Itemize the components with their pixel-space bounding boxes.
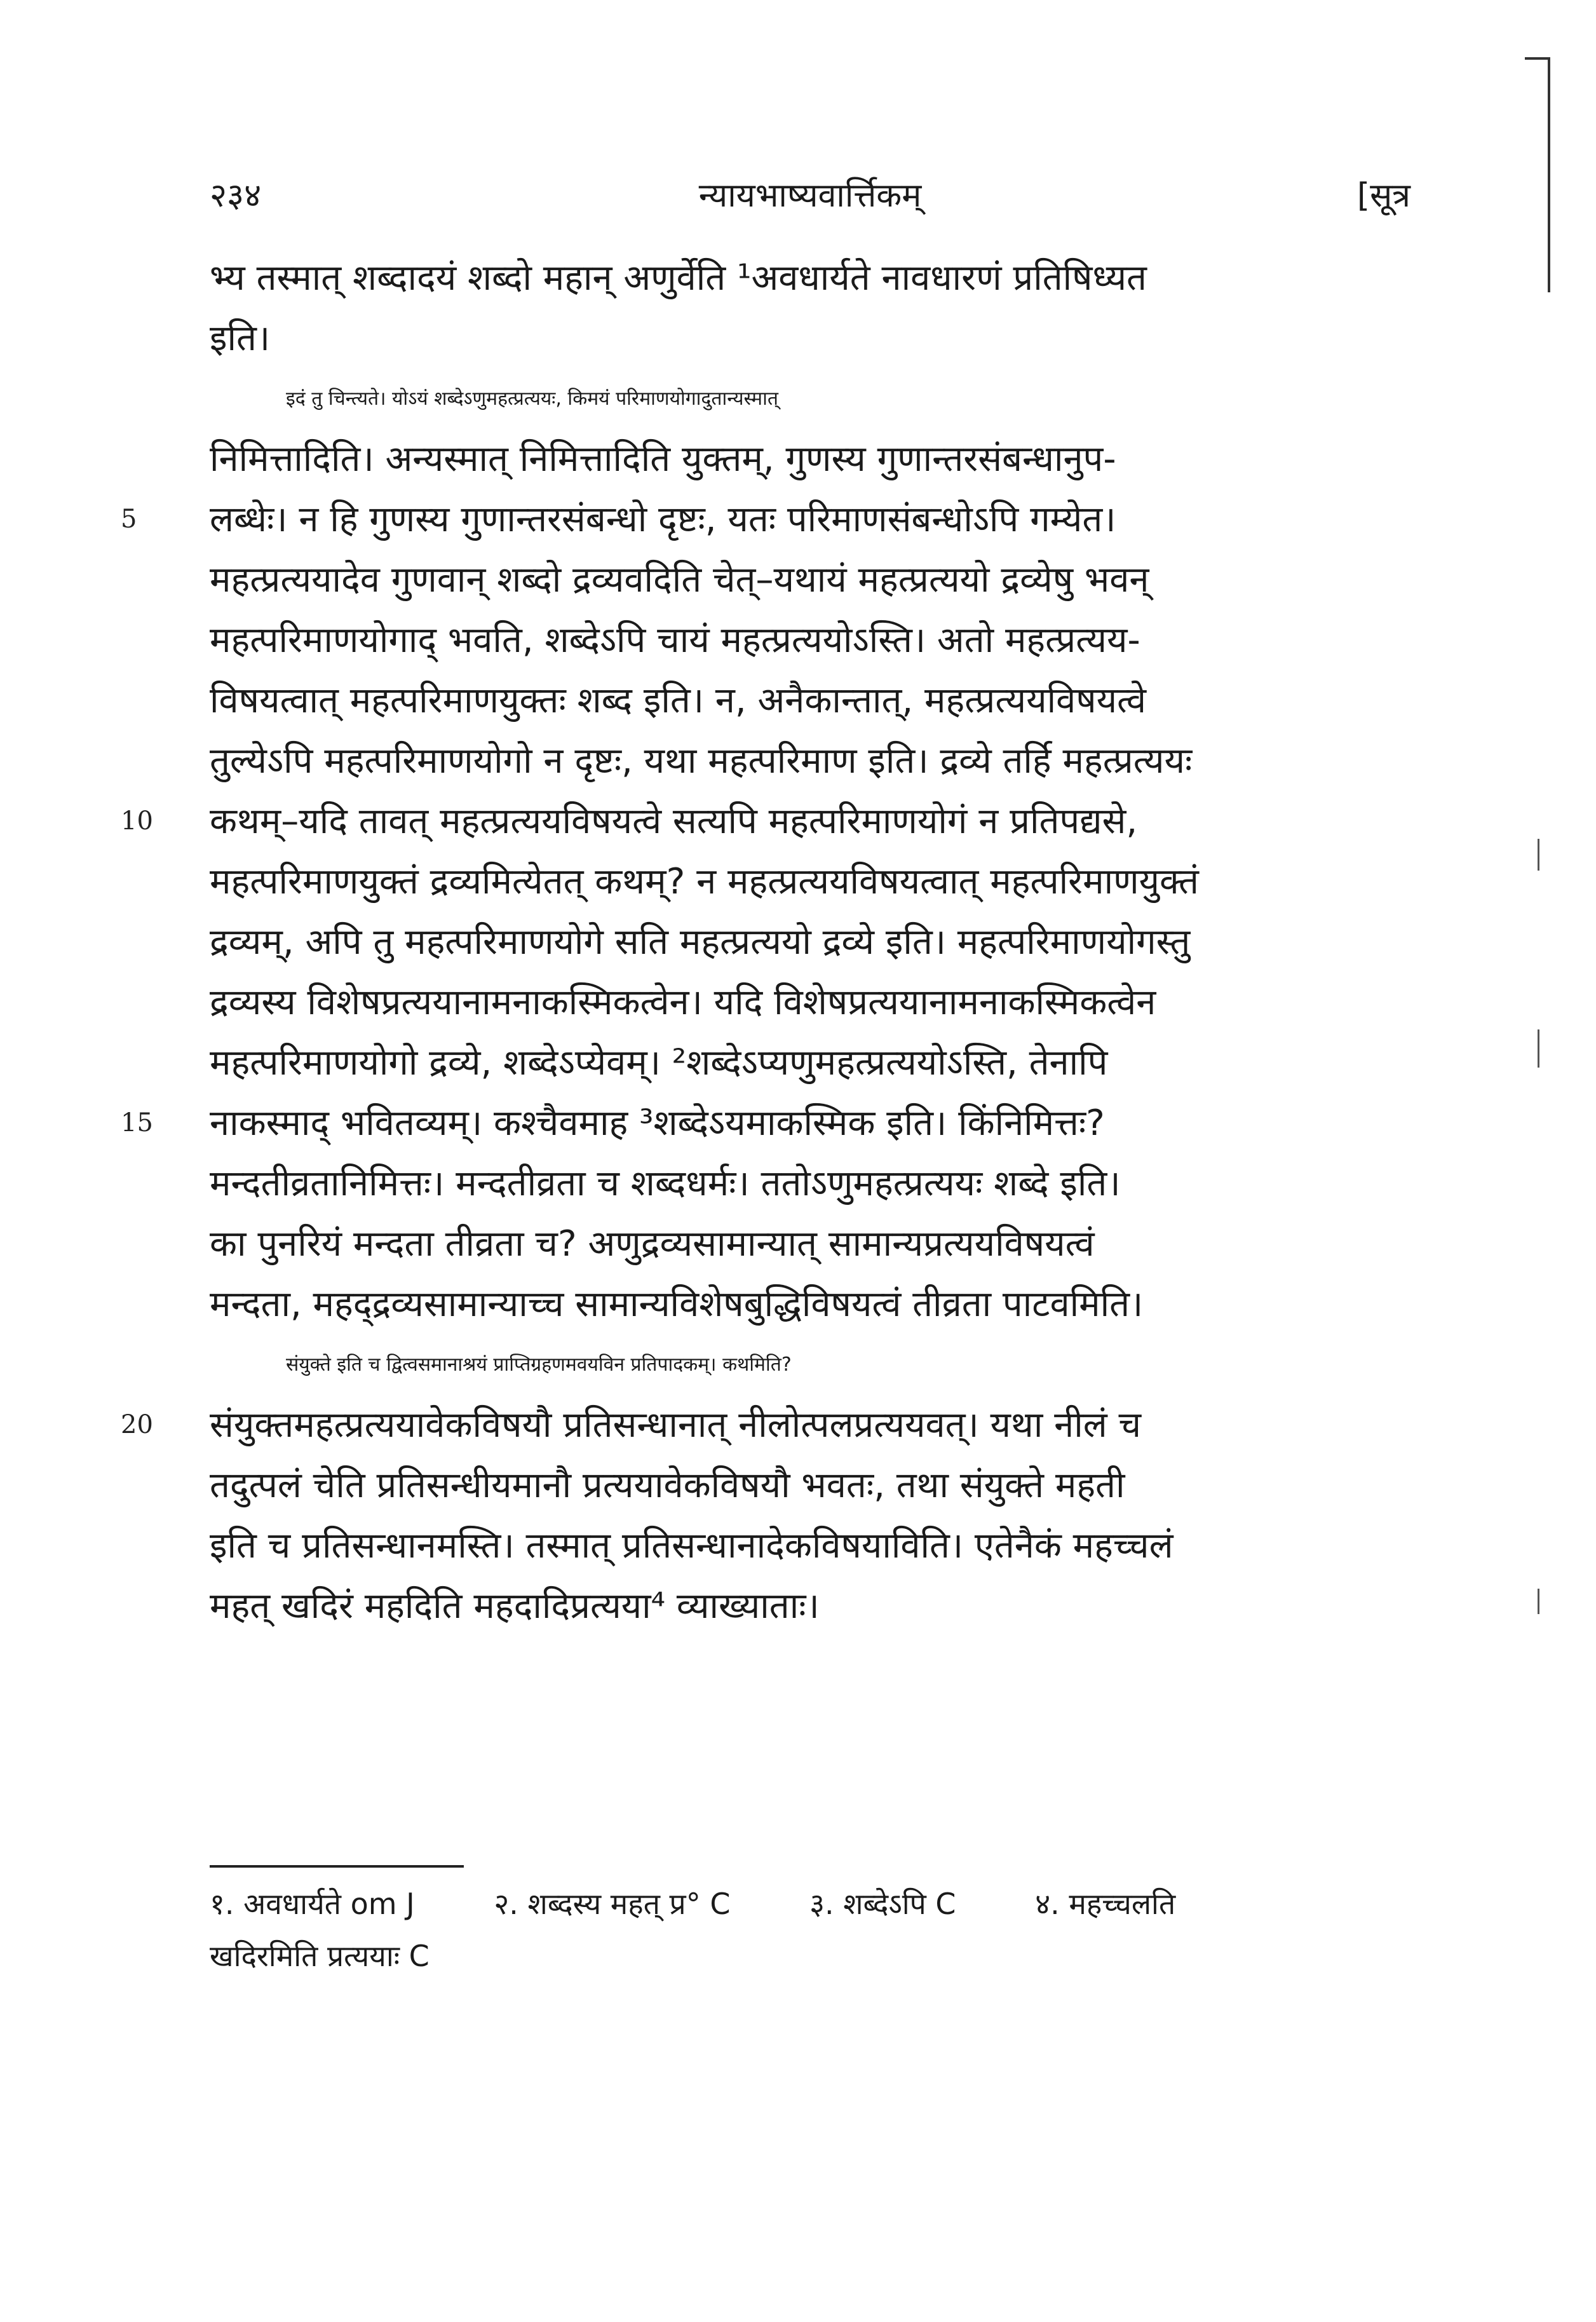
line-text: द्रव्यम्, अपि तु महत्परिमाणयोगे सति महत्प्रत्ययो द्रव्ये इति। महत्परिमाणयोगस्तु [210, 921, 1191, 963]
text-line [210, 1576, 1410, 1636]
line-text: तुल्येऽपि महत्परिमाणयोगो न दृष्टः, यथा महत्परिमाण इति। द्रव्ये तर्हि महत्प्रत्ययः [210, 740, 1193, 782]
line-number: 10 [121, 806, 153, 836]
text-line [210, 852, 1410, 912]
line-text: इदं तु चिन्त्यते। योऽयं शब्देऽणुमहत्प्रत्ययः, किमयं परिमाणयोगादुतान्यस्मात् [286, 388, 778, 410]
line-text: संयुक्तमहत्प्रत्ययावेकविषयौ प्रतिसन्धानात् नीलोत्पलप्रत्ययवत्। यथा नीलं च [210, 1404, 1142, 1446]
text-line [210, 369, 1410, 429]
line-text: इति च प्रतिसन्धानमस्ति। तस्मात् प्रतिसन्धानादेकविषयाविति। एतेनैकं महच्चलं [210, 1525, 1173, 1566]
page-number: २३४ [210, 177, 262, 215]
margin-bracket [1548, 57, 1550, 292]
line-text: भ्य तस्मात् शब्दादयं शब्दो महान् अणुर्वेति ¹अवधार्यते नावधारणं प्रतिषिध्यत [210, 257, 1147, 299]
text-line [121, 791, 1410, 852]
line-text: निमित्तादिति। अन्यस्मात् निमित्तादिति युक्तम्, गुणस्य गुणान्तरसंबन्धानुप- [210, 438, 1116, 480]
line-text: महत्प्रत्ययादेव गुणवान् शब्दो द्रव्यवदिति चेत्–यथायं महत्प्रत्ययो द्रव्येषु भवन् [210, 559, 1149, 601]
text-line [210, 670, 1410, 731]
footnote-4-continued: खदिरमिति प्रत्ययाः C [210, 1939, 429, 1973]
line-text: तदुत्पलं चेति प्रतिसन्धीयमानौ प्रत्ययावेकविषयौ भवतः, तथा संयुक्ते महती [210, 1465, 1125, 1506]
text-line [210, 610, 1410, 670]
text-line [210, 1033, 1410, 1093]
footnote-2: २. शब्दस्य महत् प्र° C [494, 1887, 731, 1921]
line-text: का पुनरियं मन्दता तीव्रता च? अणुद्रव्यसामान्यात् सामान्यप्रत्ययविषयत्वं [210, 1223, 1095, 1265]
footnotes [210, 1878, 1410, 1982]
footnote-4: ४. महच्चलति [1035, 1887, 1176, 1921]
text-line [210, 308, 1410, 369]
text-line [210, 550, 1410, 610]
margin-bracket-top [1525, 57, 1549, 60]
line-text: कथम्–यदि तावत् महत्प्रत्ययविषयत्वे सत्यपि महत्परिमाणयोगं न प्रतिपद्यसे, [210, 801, 1138, 842]
text-line [210, 1334, 1410, 1395]
line-number: 5 [121, 505, 137, 534]
text-line [210, 1214, 1410, 1274]
line-text: मन्दतीव्रतानिमित्तः। मन्दतीव्रता च शब्दधर्मः। ततोऽणुमहत्प्रत्ययः शब्दे इति। [210, 1163, 1121, 1204]
line-text: संयुक्ते इति च द्वित्वसमानाश्रयं प्राप्तिग्रहणमवयविन प्रतिपादकम्। कथमिति? [286, 1354, 792, 1376]
footnote-divider [210, 1865, 464, 1868]
line-number: 15 [121, 1108, 153, 1137]
text-line [210, 248, 1410, 308]
section-label: [सूत्र [1356, 177, 1410, 215]
line-text: महत् खदिरं महदिति महदादिप्रत्यया⁴ व्याख्याताः। [210, 1585, 820, 1627]
text-line [210, 1455, 1410, 1516]
line-number: 20 [121, 1410, 153, 1439]
footnote-row [210, 1878, 1410, 1930]
margin-mark [1538, 1589, 1539, 1614]
margin-mark [1538, 839, 1539, 871]
text-line [210, 731, 1410, 791]
line-text: मन्दता, महद्द्रव्यसामान्याच्च सामान्यविशेषबुद्धिविषयत्वं तीव्रता पाटवमिति। [210, 1284, 1144, 1325]
footnote-3: ३. शब्देऽपि C [809, 1887, 956, 1921]
line-text: विषयत्वात् महत्परिमाणयुक्तः शब्द इति। न, अनैकान्तात्, महत्प्रत्ययविषयत्वे [210, 680, 1147, 721]
line-text: इति। [210, 318, 271, 359]
line-text: महत्परिमाणयुक्तं द्रव्यमित्येतत् कथम्? न महत्प्रत्ययविषयत्वात् महत्परिमाणयुक्तं [210, 861, 1199, 902]
page-title: न्यायभाष्यवार्त्तिकम् [698, 177, 922, 215]
footnote-row [210, 1930, 1410, 1982]
main-text [121, 248, 1410, 1636]
line-text: महत्परिमाणयोगाद् भवति, शब्देऽपि चायं महत्प्रत्ययोऽस्ति। अतो महत्प्रत्यय- [210, 620, 1140, 661]
text-line [210, 1153, 1410, 1214]
line-text: महत्परिमाणयोगो द्रव्ये, शब्देऽप्येवम्। ²शब्देऽप्यणुमहत्प्रत्ययोऽस्ति, तेनापि [210, 1042, 1108, 1083]
text-line [210, 972, 1410, 1033]
text-line [210, 912, 1410, 972]
page-header [210, 172, 1410, 222]
text-line [121, 489, 1410, 550]
text-line [210, 1516, 1410, 1576]
line-text: लब्धेः। न हि गुणस्य गुणान्तरसंबन्धो दृष्टः, यतः परिमाणसंबन्धोऽपि गम्येत। [210, 499, 1116, 540]
text-line [210, 429, 1410, 489]
margin-mark [1538, 1029, 1539, 1068]
text-line [210, 1274, 1410, 1334]
text-line [121, 1093, 1410, 1153]
footnote-1: १. अवधार्यते om J [210, 1887, 415, 1921]
line-text: नाकस्माद् भवितव्यम्। कश्चैवमाह ³शब्देऽयमाकस्मिक इति। किंनिमित्तः? [210, 1103, 1105, 1144]
text-line [121, 1395, 1410, 1455]
line-text: द्रव्यस्य विशेषप्रत्ययानामनाकस्मिकत्वेन। यदि विशेषप्रत्ययानामनाकस्मिकत्वेन [210, 982, 1156, 1023]
